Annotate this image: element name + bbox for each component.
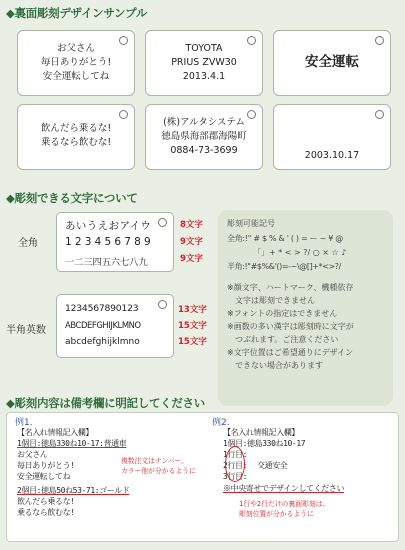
example2-annotation: 1行や2行だけの裏面彫刻は、 彫刻位置が分かるように — [239, 500, 330, 519]
sample-tag-4 — [17, 104, 135, 170]
note-line: つぶれます。ご注意ください — [227, 335, 339, 344]
symbols-zenkaku: 全角:!" # $ % & ' ( ) = ー ~ ¥ @ — [227, 234, 343, 243]
example1-line: 1個目:徳島330ね10-17:普通車 — [17, 439, 127, 448]
char-count: 15文字 — [178, 321, 207, 331]
char-count: 9文字 — [180, 254, 203, 264]
symbols-heading: 彫刻可能記号 — [227, 219, 275, 228]
hankaku-row-3: abcdefghijklmno — [65, 337, 140, 347]
example1-label: 例1. — [15, 418, 33, 428]
note-line: 文字は彫刻できません — [227, 296, 315, 305]
zenkaku-label: 全角 — [18, 238, 38, 249]
sample-tag-text: 安全運転 — [305, 54, 359, 70]
tag-hole-icon — [119, 110, 128, 119]
note-line: ※画数の多い漢字は彫刻時に文字が — [227, 322, 354, 331]
note-line: できない場合があります — [227, 361, 323, 370]
example1-line: 【名入れ情報記入欄】 — [17, 428, 93, 437]
example2-line: 【名入れ情報記入欄】 — [223, 428, 299, 437]
tag-hole-icon — [375, 36, 384, 45]
hankaku-row-1: 1234567890123 — [65, 303, 139, 314]
char-count: 9文字 — [180, 237, 203, 247]
example2-line: 1行目: — [223, 450, 248, 459]
section-title-characters: ◆彫刻できる文字について — [6, 191, 138, 205]
sample-tag-text: お父さん 毎日ありがとう! 安全運転してね — [40, 43, 112, 82]
zenkaku-row-1: あいうえおアイウ — [65, 220, 152, 232]
example2-line: ※中央寄せでデザインしてください — [223, 484, 345, 493]
example2-line: 3行目: — [223, 472, 248, 481]
sample-tag-text: 飲んだら乗るな! 乗るなら飲むな! — [40, 123, 112, 148]
symbols-hankaku: 半角:!"#$%&'()=-~\@[]+*<>?/ — [227, 262, 341, 271]
highlight-circle-icon — [223, 446, 248, 482]
symbols-zenkaku-2: 「」+ * < > ?/ ○ × ☆ ♪ — [253, 248, 347, 257]
sample-tag-5 — [145, 104, 263, 170]
char-count: 13文字 — [178, 305, 207, 315]
example1-line: 乗るなら飲むな! — [17, 508, 75, 517]
sample-tag-3 — [273, 30, 391, 96]
example1-annotation: 複数注文はナンバー、 カラー他が分かるように — [121, 457, 196, 475]
note-line: ※フォントの指定はできません — [227, 309, 338, 318]
example2-line: 2行目: — [223, 461, 248, 470]
sample-tag-text: 2003.10.17 — [304, 150, 360, 161]
example2-line: 1個目:徳島330ね10-17 — [223, 439, 306, 448]
note-line: ※文字位置はご希望通りにデザイン — [227, 348, 354, 357]
tag-hole-icon — [375, 110, 384, 119]
examples-panel — [6, 412, 399, 542]
example1-line: 毎日ありがとう! — [17, 461, 75, 470]
sample-tag-6 — [273, 104, 391, 170]
hankaku-row-2: ABCDEFGHIJKLMNO — [65, 320, 141, 330]
example1-line: 安全運転してね — [17, 472, 71, 481]
hankaku-counts — [178, 302, 207, 350]
symbols-notes-panel — [218, 210, 393, 406]
sample-tag-text: (株)アルタシステム 徳島県海部郡海陽町 0884-73-3699 — [161, 117, 247, 156]
zenkaku-sample-box — [56, 212, 174, 272]
note-line: ※顔文字、ハートマーク、機種依存 — [227, 283, 354, 292]
char-count: 15文字 — [178, 337, 207, 347]
sample-tag-1 — [17, 30, 135, 96]
example1-line: お父さん — [17, 450, 48, 459]
example1-line: 飲んだら乗るな! — [17, 497, 75, 506]
hankaku-sample-box — [56, 294, 174, 358]
example2-center-text: 交通安全 — [257, 461, 288, 470]
sample-tag-2 — [145, 30, 263, 96]
tag-hole-icon — [158, 218, 167, 227]
sample-tag-text: TOYOTA PRIUS ZVW30 2013.4.1 — [171, 43, 237, 82]
zenkaku-row-2: 123456789 — [65, 236, 154, 248]
hankaku-label: 半角英数 — [6, 325, 46, 336]
example1-line: 2個目:徳島50ね53-71:ゴールド — [17, 486, 130, 495]
example2-label: 例2. — [212, 418, 230, 428]
zenkaku-counts — [180, 217, 203, 268]
char-count: 8文字 — [180, 220, 203, 230]
section-title-remarks: ◆彫刻内容は備考欄に明記してください — [6, 396, 205, 410]
tag-hole-icon — [158, 300, 167, 309]
section-title-design-samples: ◆裏面彫刻デザインサンプル — [6, 6, 148, 20]
zenkaku-row-3: 一二三四五六七八九 — [65, 257, 148, 268]
